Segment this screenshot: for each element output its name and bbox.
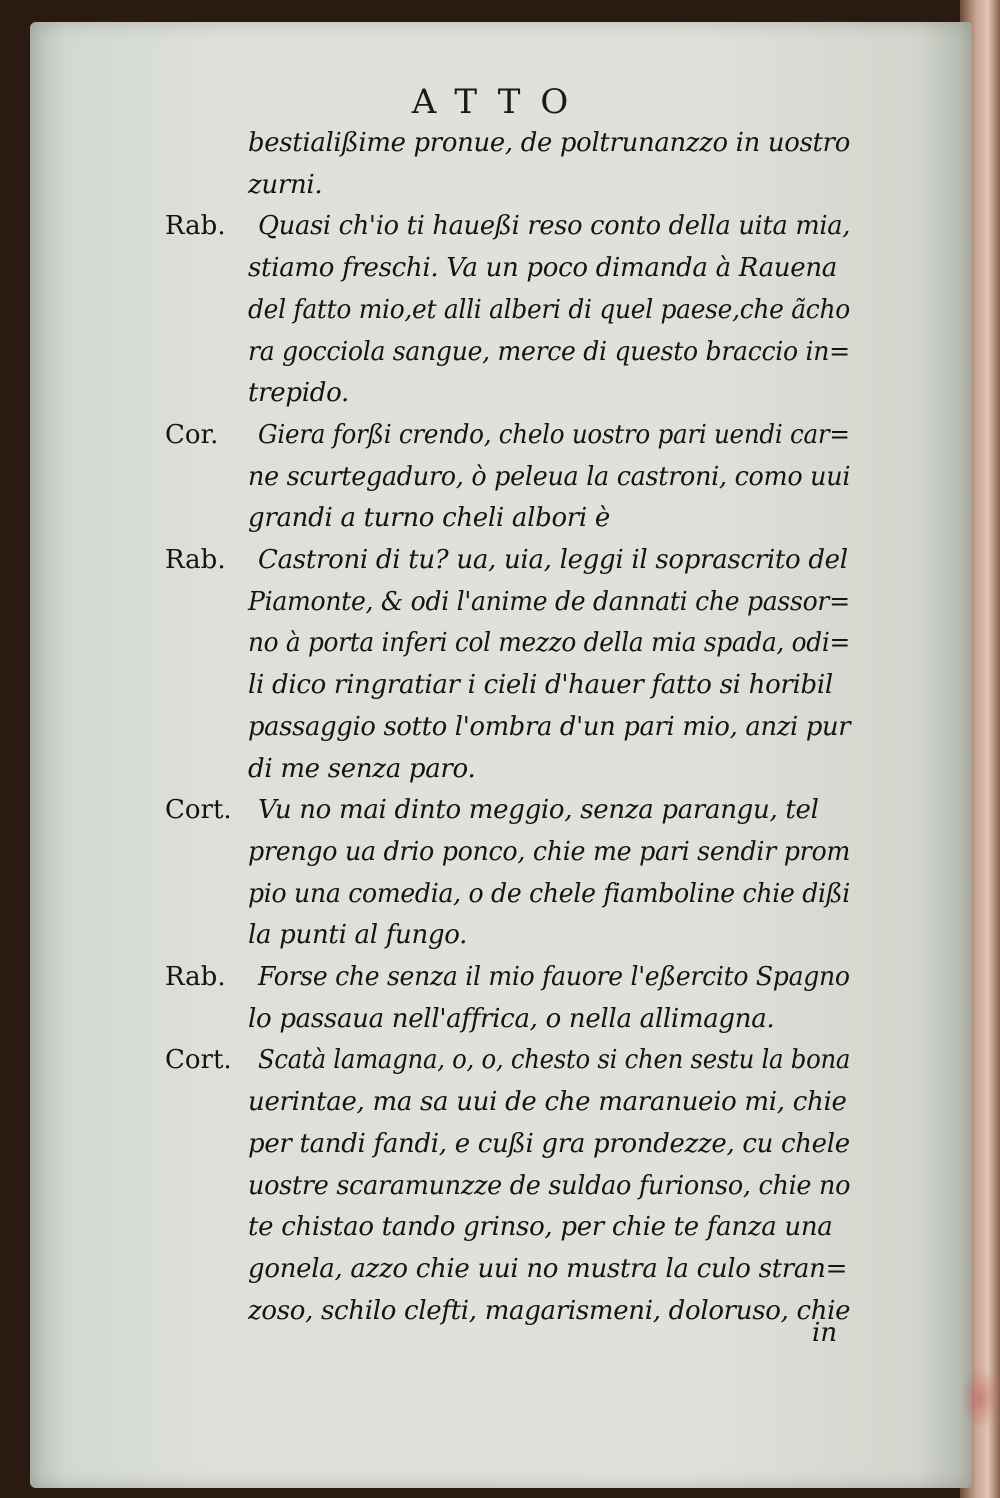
- text-line: zoso, schilo clefti, magarismeni, doloruso, chie: [248, 1296, 851, 1326]
- text-line: uerintae, ma sa uui de che maranueio mi, chie: [248, 1087, 847, 1117]
- text-line: per tandi fandi, e cußi gra prondezze, cu chele: [248, 1129, 850, 1159]
- text-line: del fatto mio,et alli alberi di quel paese,che ãcho: [248, 295, 850, 325]
- text-line: prengo ua drio ponco, chie me pari sendir prom: [248, 837, 851, 867]
- text-line: trepido.: [248, 378, 349, 408]
- text-line: te chistao tando grinso, per chie te fanza una: [248, 1212, 833, 1242]
- page-stain: [960, 1368, 1000, 1428]
- text-line: ne scurtegaduro, ò peleua la castroni, como uui: [248, 462, 851, 492]
- text-line: Forse che senza il mio fauore l'eßercito Spagno: [258, 962, 850, 992]
- speaker-label: Rab.: [165, 962, 226, 992]
- speaker-label: Cort.: [165, 1045, 232, 1075]
- text-line: passaggio sotto l'ombra d'un pari mio, anzi pur: [248, 712, 851, 742]
- text-line: lo passaua nell'affrica, o nella allimagna.: [248, 1004, 775, 1034]
- text-line: di me senza paro.: [248, 754, 476, 784]
- text-line: stiamo freschi. Va un poco dimanda à Rauena: [248, 253, 837, 283]
- speaker-label: Cor.: [165, 420, 219, 450]
- text-line: Piamonte, & odi l'anime de dannati che passor=: [248, 587, 850, 617]
- running-header: ATTO: [411, 82, 589, 122]
- text-line: pio una comedia, o de chele fiamboline chie dißi: [248, 879, 850, 909]
- speaker-label: Rab.: [165, 545, 226, 575]
- text-line: zurni.: [248, 170, 323, 200]
- catchword: in: [812, 1318, 838, 1348]
- text-line: bestialißime pronue, de poltrunanzzo in uostro: [248, 128, 851, 158]
- text-line: la punti al fungo.: [248, 920, 468, 950]
- text-line: Vu no mai dinto meggio, senza parangu, tel: [258, 795, 819, 825]
- speaker-label: Rab.: [165, 211, 226, 241]
- text-line: li dico ringratiar i cieli d'hauer fatto si horibil: [248, 670, 833, 700]
- text-line: ra gocciola sangue, merce di questo braccio in=: [248, 337, 850, 367]
- text-line: Scatà lamagna, o, o, chesto si chen sestu la bona: [258, 1045, 851, 1075]
- text-line: Giera forßi crendo, chelo uostro pari uendi car=: [258, 420, 850, 450]
- text-line: Quasi ch'io ti haueßi reso conto della uita mia,: [258, 211, 851, 241]
- text-line: uostre scaramunzze de suldao furionso, chie no: [248, 1171, 851, 1201]
- text-line: gonela, azzo chie uui no mustra la culo stran=: [248, 1254, 848, 1284]
- text-line: grandi a turno cheli albori è: [248, 503, 610, 533]
- text-line: Castroni di tu? ua, uia, leggi il soprascrito del: [258, 545, 848, 575]
- text-line: no à porta inferi col mezzo della mia spada, odi=: [248, 628, 850, 658]
- speaker-label: Cort.: [165, 795, 232, 825]
